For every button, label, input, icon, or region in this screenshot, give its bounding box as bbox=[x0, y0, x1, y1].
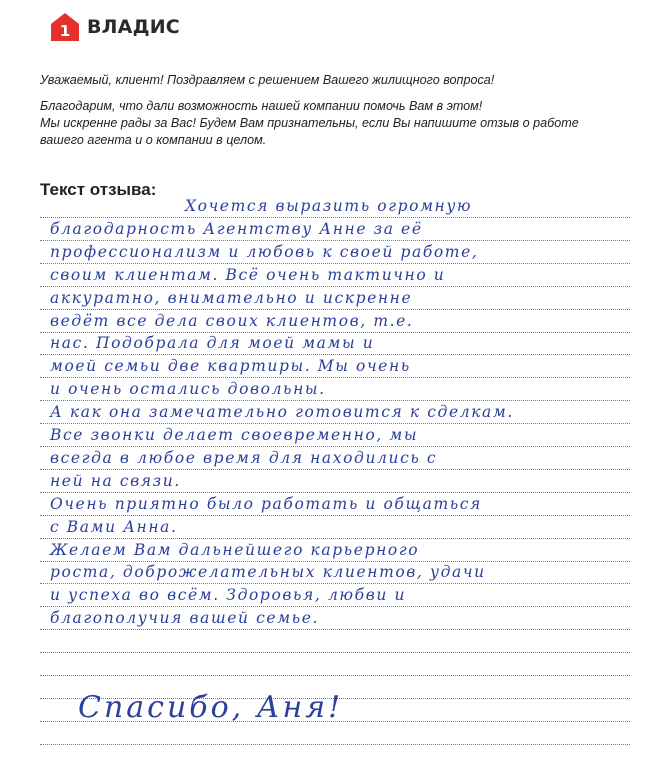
ruled-line bbox=[40, 309, 630, 310]
ruled-line bbox=[40, 469, 630, 470]
review-text-line: и успеха во всём. Здоровья, любви и bbox=[50, 586, 407, 605]
review-text-line: ведёт все дела своих клиентов, т.е. bbox=[50, 311, 414, 330]
review-text-line: Хочется выразить огромную bbox=[185, 197, 473, 215]
brand-name: ВЛАДИС bbox=[87, 16, 180, 38]
ruled-line bbox=[40, 217, 630, 218]
request-line-end: вашего агента и о компании в целом. bbox=[40, 133, 267, 147]
review-label: Текст отзыва: bbox=[40, 180, 157, 199]
greeting-text: Уважаемый, клиент! Поздравляем с решением Вашего жилищного вопроса! bbox=[40, 73, 495, 87]
ruled-line bbox=[40, 744, 630, 745]
ruled-line bbox=[40, 492, 630, 493]
review-text-line: роста, доброжелательных клиентов, удачи bbox=[50, 563, 486, 582]
review-text-line: Очень приятно было работать и общаться bbox=[50, 494, 482, 513]
review-text-line: аккуратно, внимательно и искренне bbox=[50, 288, 413, 307]
ruled-line bbox=[40, 446, 630, 447]
ruled-line bbox=[40, 583, 630, 584]
ruled-line bbox=[40, 377, 630, 378]
ruled-line bbox=[40, 629, 630, 630]
review-lines-area bbox=[40, 0, 630, 768]
review-text-line: Все звонки делает своевременно, мы bbox=[50, 426, 419, 444]
review-text-line: своим клиентам. Всё очень тактично и bbox=[50, 265, 446, 284]
review-text-line: профессионализм и любовь к своей работе, bbox=[50, 242, 479, 261]
review-text-line: благодарность Агентству Анне за её bbox=[50, 219, 423, 238]
ruled-line bbox=[40, 400, 630, 401]
ruled-line bbox=[40, 423, 630, 424]
signature: Спасибо, Аня! bbox=[78, 690, 344, 725]
svg-text:1: 1 bbox=[59, 22, 71, 40]
thanks-line: Благодарим, что дали возможность нашей компании помочь Вам в этом! bbox=[40, 99, 483, 113]
request-line: Мы искренне рады за Вас! Будем Вам признательны, если Вы напишите отзыв о работе bbox=[40, 116, 579, 130]
ruled-line bbox=[40, 354, 630, 355]
ruled-line bbox=[40, 286, 630, 287]
review-text-line: благополучия вашей семье. bbox=[50, 609, 319, 628]
review-text-line: с Вами Анна. bbox=[50, 517, 178, 536]
review-text-line: и очень остались довольны. bbox=[50, 380, 326, 399]
ruled-line bbox=[40, 561, 630, 562]
review-text-line: моей семьи две квартиры. Мы очень bbox=[50, 357, 411, 376]
review-text-line: ней на связи. bbox=[50, 471, 181, 490]
ruled-line bbox=[40, 332, 630, 333]
ruled-line bbox=[40, 515, 630, 516]
ruled-line bbox=[40, 538, 630, 539]
ruled-line bbox=[40, 606, 630, 607]
ruled-line bbox=[40, 240, 630, 241]
ruled-line bbox=[40, 675, 630, 676]
review-text-line: всегда в любое время для находились с bbox=[50, 448, 438, 467]
ruled-line bbox=[40, 652, 630, 653]
review-text-line: Желаем Вам дальнейшего карьерного bbox=[50, 540, 420, 559]
review-text-line: А как она замечательно готовится к сделкам. bbox=[50, 403, 514, 422]
ruled-line bbox=[40, 263, 630, 264]
review-text-line: нас. Подобрала для моей мамы и bbox=[50, 334, 375, 353]
